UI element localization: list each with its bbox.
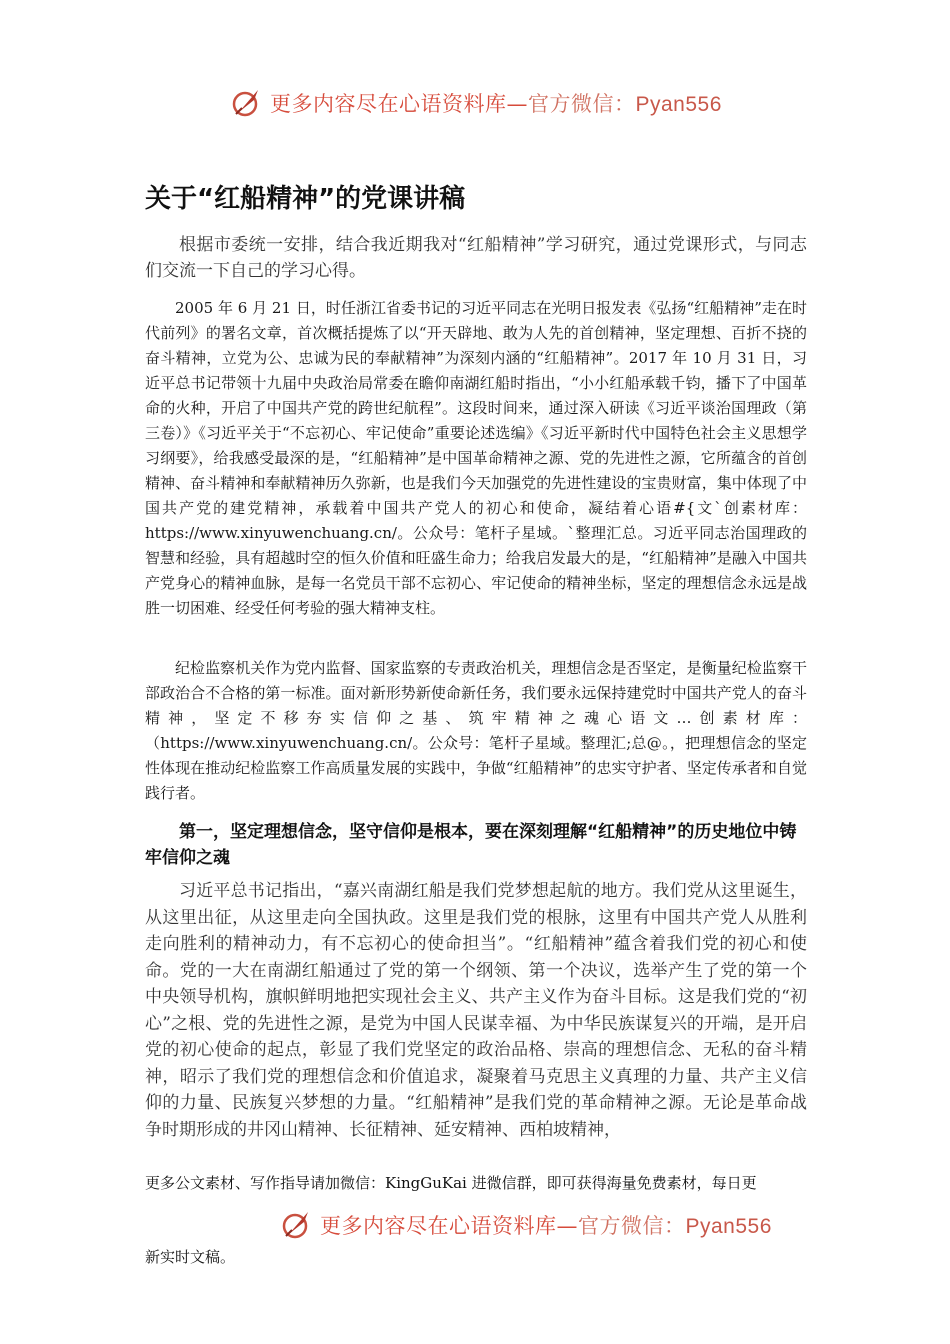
footer-note-line-1: 更多公文素材、写作指导请加微信：KingGuKai 进微信群，即可获得海量免费素材，每日更	[145, 1174, 757, 1192]
body-paragraph-2: 纪检监察机关作为党内监督、国家监察的专责政治机关，理想信念是否坚定，是衡量纪检监察干部政治合不合格的第一标准。面对新形势新使命新任务，我们要永远保持建党时中国共产党人的奋斗精神，坚定不移夯实信仰之基、筑牢精神之魂心语文…创素材库：（https://www.xinyuwenchuang.cn/。公众号：笔杆子星域。整理汇;总@。，把理想信念的坚定性体现在推动纪检监察工作高质量发展的实践中，争做“红船精神”的忠实守护者、坚定传承者和自觉践行者。	[145, 659, 807, 802]
banner-dash: —	[556, 1214, 578, 1238]
body-paragraph-1: 2005 年 6 月 21 日，时任浙江省委书记的习近平同志在光明日报发表《弘扬“红船精神”走在时代前列》的署名文章，首次概括提炼了以“开天辟地、敢为人先的首创精神，坚定理想、百折不挠的奋斗精神，立党为公、忠诚为民的奉献精神”为深刻内涵的“红船精神”。2017 年 10 月 31 日，习近平总书记带领十九届中央政治局常委在瞻仰南湖红船时指出，“小小红船承载千钧，播下了中国革命的火种，开启了中国共产党的跨世纪航程”。这段时间来，通过深入研读《习近平谈治国理政（第三卷）》《习近平关于“不忘初心、牢记使命”重要论述选编》《习近平新时代中国特色社会主义思想学习纲要》，给我感受最深的是，“红船精神”是中国革命精神之源、党的先进性之源，它所蕴含的首创精神、奋斗精神和奉献精神历久弥新，也是我们今天加强党的先进性建设的宝贵财富，集中体现了中国共产党的建党精神，承载着中国共产党人的初心和使命，凝结着心语#{文`创素材库：https://www.xinyuwenchuang.cn/。公众号：笔杆子星域。`整理汇总。习近平同志治国理政的智慧和经验，具有超越时空的恒久价值和旺盛生命力；给我启发最大的是，“红船精神”是融入中国共产党身心的精神血脉，是每一名党员干部不忘初心、牢记使命的精神坐标，坚定的理想信念永远是战胜一切困难、经受任何考验的强大精神支柱。	[145, 299, 807, 617]
section-heading-1: 第一，坚定理想信念，坚守信仰是根本，要在深刻理解“红船精神”的历史地位中铸牢信仰之魂	[145, 822, 797, 868]
banner-main-text: 更多内容尽在心语资料库	[270, 92, 507, 116]
banner-wechat-id: Pyan556	[685, 1215, 772, 1238]
banner-wechat-id: Pyan556	[635, 93, 722, 116]
footer-banner	[280, 1208, 772, 1242]
quill-logo-icon	[280, 1208, 314, 1242]
banner-main-text: 更多内容尽在心语资料库	[320, 1214, 557, 1238]
banner-dash: —	[506, 92, 528, 116]
banner-wechat-label: 官方微信：	[578, 1214, 686, 1238]
header-banner	[230, 86, 722, 120]
quill-logo-icon	[230, 86, 264, 120]
intro-paragraph: 根据市委统一安排，结合我近期我对“红船精神”学习研究，通过党课形式，与同志们交流一下自己的学习心得。	[145, 235, 807, 281]
document-title: 关于“红船精神”的党课讲稿	[145, 184, 466, 214]
body-paragraph-3: 习近平总书记指出，“嘉兴南湖红船是我们党梦想起航的地方。我们党从这里诞生，从这里出征，从这里走向全国执政。这里是我们党的根脉，这里有中国共产党人从胜利走向胜利的精神动力，有不忘初心的使命担当”。“红船精神”蕴含着我们党的初心和使命。党的一大在南湖红船通过了党的第一个纲领、第一个决议，选举产生了党的第一个中央领导机构，旗帜鲜明地把实现社会主义、共产主义作为奋斗目标。这是我们党的“初心”之根、党的先进性之源，是党为中国人民谋幸福、为中华民族谋复兴的开端，是开启党的初心使命的起点，彰显了我们党坚定的政治品格、崇高的理想信念、无私的奋斗精神，昭示了我们党的理想信念和价值追求，凝聚着马克思主义真理的力量、共产主义信仰的力量、民族复兴梦想的力量。“红船精神”是我们党的革命精神之源。无论是革命战争时期形成的井冈山精神、长征精神、延安精神、西柏坡精神，	[145, 881, 807, 1140]
banner-wechat-label: 官方微信：	[528, 92, 636, 116]
footer-note-line-2: 新实时文稿。	[145, 1248, 236, 1266]
